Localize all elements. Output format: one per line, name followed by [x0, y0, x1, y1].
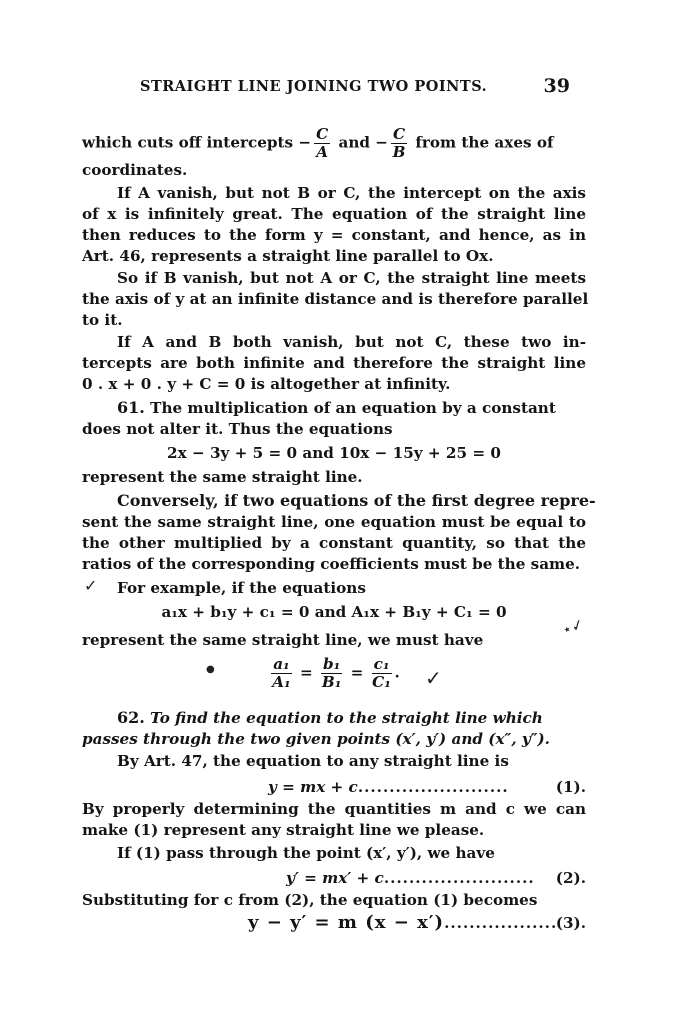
p4-line2: tercepts are both infinite and therefore the straight line — [82, 354, 586, 372]
s61-line3: represent the same straight line. — [82, 468, 363, 486]
equation-2: y′ = mx′ + c........................ (2). — [286, 869, 586, 887]
page-number: 39 — [543, 75, 570, 97]
equation-number-3: (3). — [555, 914, 586, 932]
s61-equation: 2x − 3y + 5 = 0 and 10x − 15y + 25 = 0 — [167, 444, 501, 462]
section-number-61: 61. — [117, 398, 145, 417]
p1-post: from the axes of — [415, 133, 554, 152]
checkmark-icon: ✓ — [84, 576, 98, 595]
p6-line2: represent the same straight line, we must have — [82, 631, 484, 649]
p2-line2: of x is infinitely great. The equation of the straight line — [82, 205, 586, 223]
p6-equation: a₁x + b₁y + c₁ = 0 and A₁x + B₁y + C₁ = 0 — [161, 603, 507, 621]
s61-line2: does not alter it. Thus the equations — [82, 420, 393, 438]
p1-pre: which cuts off intercepts − — [82, 133, 312, 152]
p3-line1: So if B vanish, but not A or C, the straight line meets — [117, 269, 586, 287]
s62-line5: make (1) represent any straight line we please. — [82, 821, 485, 839]
running-header — [140, 75, 570, 102]
ratio-c: $\frac{\text{c₁}}{\text{C₁}}$ — [372, 655, 391, 691]
header-title: STRAIGHT LINE JOINING TWO POINTS. — [140, 78, 488, 95]
dot-mark-icon: ● — [206, 664, 215, 675]
p4-line1: If A and B both vanish, but not C, these two in- — [117, 333, 586, 351]
p4-line3: 0 . x + 0 . y + C = 0 is altogether at infinity. — [82, 375, 451, 393]
p3-line3: to it. — [82, 311, 123, 329]
p1-mid: and − — [338, 133, 388, 152]
p5-line4: ratios of the corresponding coefficients must be the same. — [82, 555, 581, 573]
s62-line3: By Art. 47, the equation to any straight line is — [117, 752, 509, 770]
equation-number-2: (2). — [555, 869, 586, 887]
ratio-a: $\frac{\text{a₁}}{\text{A₁}}$ — [272, 655, 291, 691]
s62-line1: 62. To find the equation to the straight line which — [117, 708, 543, 727]
equation-1: y = mx + c........................ (1). — [268, 778, 586, 796]
section-number-62: 62. — [117, 708, 145, 727]
handwritten-mark-icon: ⋆✓ — [559, 614, 587, 640]
ratio-b: $\frac{\text{b₁}}{\text{B₁}}$ — [321, 655, 342, 691]
p5-line1: Conversely, if two equations of the first degree repre- — [117, 491, 596, 510]
s62-line7: Substituting for c from (2), the equation (1) becomes — [82, 891, 538, 909]
equation-number-1: (1). — [555, 778, 586, 796]
fraction-c-over-a: $\frac{C}{A}$ — [316, 125, 329, 161]
equation-3: y − y′ = m (x − x′).................. (3). — [248, 912, 586, 933]
p1-line1 — [82, 126, 586, 161]
p3-line2: the axis of y at an infinite distance and is therefore parallel — [82, 290, 589, 308]
p5-line3: the other multiplied by a constant quantity, so that the — [82, 534, 586, 552]
p1-line2: coordinates. — [82, 161, 188, 179]
fraction-c-over-b: $\frac{C}{B}$ — [392, 125, 406, 161]
p2-line4: Art. 46, represents a straight line parallel to Ox. — [82, 247, 494, 265]
checkmark-icon-2: ✓ — [425, 666, 442, 690]
p6-line1: For example, if the equations — [117, 579, 366, 597]
s62-line6: If (1) pass through the point (x′, y′), we have — [117, 844, 495, 862]
p2-line1: If A vanish, but not B or C, the intercept on the axis — [117, 184, 586, 202]
p5-line2: sent the same straight line, one equation must be equal to — [82, 513, 586, 531]
p2-line3: then reduces to the form y = constant, and hence, as in — [82, 226, 586, 244]
s61-line1: 61. The multiplication of an equation by a constant — [117, 398, 556, 417]
s62-line2: passes through the two given points (x′, y′) and (x″, y″). — [82, 730, 550, 748]
s62-line4: By properly determining the quantities m and c we can — [82, 800, 586, 818]
p6-ratio-equation: $\frac{\text{a₁}}{\text{A₁}}$ = $\frac{\text{b₁}}{\text{B₁}}$ = $\frac{\text{c₁}}{\text{C₁}}$ . — [272, 655, 400, 691]
